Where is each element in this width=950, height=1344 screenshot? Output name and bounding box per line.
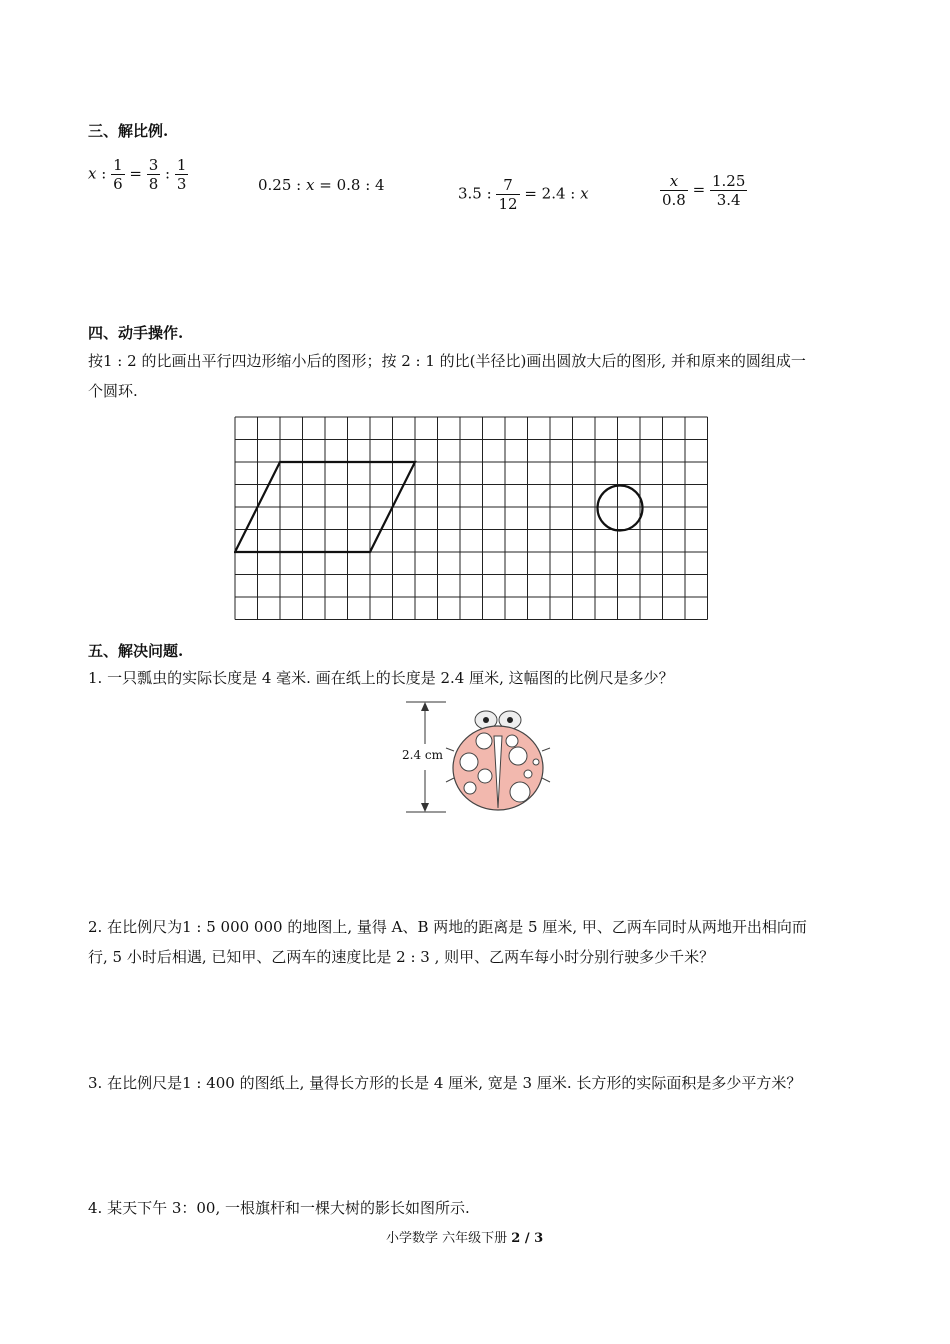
question-3: 3. 在比例尺是1 : 400 的图纸上, 量得长方形的长是 4 厘米, 宽是 3 厘米. 长方形的实际面积是多少平方米？ [88, 1074, 802, 1092]
eq1-fraction-2: $\frac{3}{8}$ [148, 156, 159, 193]
equation-4: $\frac{x}{0.8}$ = $\frac{1.25}{3.4}$ [662, 172, 746, 209]
question-1: 1. 一只瓢虫的实际长度是 4 毫米. 画在纸上的长度是 2.4 厘米, 这幅图的比例尺是多少？ [88, 669, 674, 687]
section-4-title: 四、动手操作. [88, 324, 184, 342]
equation-3: 3.5 : $\frac{7}{12}$ = 2.4 : x [458, 176, 589, 213]
circle-shape [598, 486, 643, 531]
eq1-fraction-1: $\frac{1}{6}$ [113, 156, 123, 193]
section-5-title: 五、解决问题. [88, 642, 184, 660]
page-footer: 小学数学 六年级下册 2 / 3 [386, 1231, 544, 1246]
question-4: 4. 某天下午 3：00, 一根旗杆和一棵大树的影长如图所示. [88, 1199, 470, 1217]
equation-2: 0.25 : x = 0.8 : 4 [258, 176, 385, 194]
section-4-instructions: 按1 : 2 的比画出平行四边形缩小后的图形；按 2 : 1 的比(半径比)画出圆放大后的图形, 并和原来的圆组成一 个圆环. [88, 352, 806, 400]
equation-1: x : $\frac{1}{6}$ = $\frac{3}{8}$ : $\frac{1}{3}$ [88, 156, 187, 193]
page-number: 2 / 3 [511, 1231, 544, 1246]
grid-figure [234, 416, 712, 624]
eq1-fraction-3: $\frac{1}{3}$ [176, 156, 187, 193]
ladybug-figure [398, 696, 558, 816]
section-3-title: 三、解比例. [88, 122, 169, 140]
ladybug-length-label: 2.4 cm [402, 748, 443, 762]
eq4-fraction-2: $\frac{1.25}{3.4}$ [711, 172, 746, 209]
question-2: 2. 在比例尺为1 : 5 000 000 的地图上, 量得 A、B 两地的距离是 5 厘米, 甲、乙两车同时从两地开出相向而 行, 5 小时后相遇, 已知甲、乙两车的速度比是 2 : 3 , 则甲、乙两车每小时分别行驶多少千米？ [88, 918, 807, 966]
eq3-fraction: $\frac{7}{12}$ [498, 176, 518, 213]
eq4-fraction-1: $\frac{x}{0.8}$ [662, 172, 686, 209]
eq1-var: x [88, 164, 97, 183]
